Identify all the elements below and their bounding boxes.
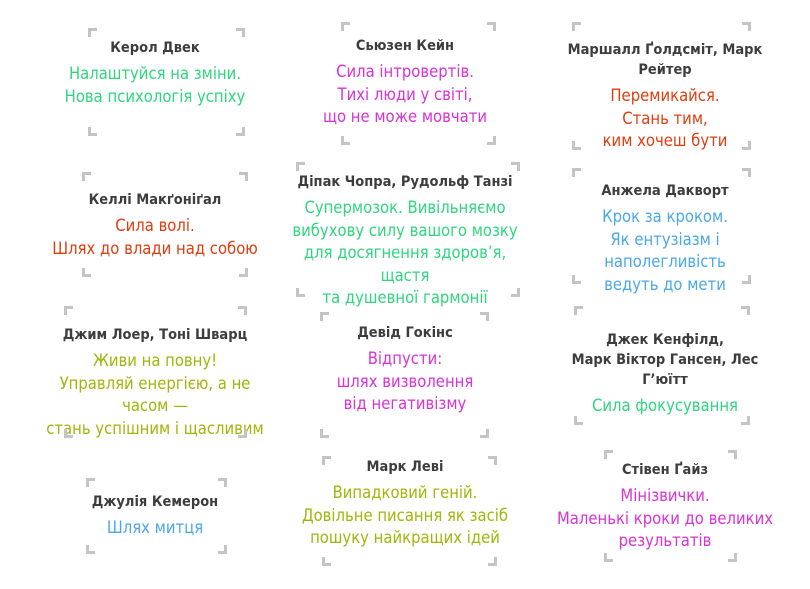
corner-mark	[238, 306, 247, 315]
book-author: Сьюзен Кейн	[355, 38, 455, 54]
corner-mark	[238, 429, 247, 438]
book-title: Сила інтровертів. Тихі люди у світі, що не може мовчати	[322, 62, 488, 126]
book-author: Діпак Чопра, Рудольф Танзі	[297, 174, 513, 190]
corner-mark	[64, 429, 73, 438]
book-card	[40, 325, 270, 440]
book-card	[550, 40, 780, 153]
book-author: Келлі Макґоніґал	[88, 192, 222, 208]
corner-mark	[572, 22, 581, 31]
book-card	[290, 36, 520, 129]
corner-mark	[320, 429, 329, 438]
corner-mark	[88, 28, 97, 37]
corner-mark	[742, 141, 751, 150]
corner-mark	[82, 172, 91, 181]
book-title: Крок за кроком. Як ентузіазм і наполегливість ведуть до мети	[602, 207, 728, 294]
book-author: Джулія Кемерон	[91, 494, 219, 510]
corner-mark	[239, 172, 248, 181]
corner-mark	[236, 28, 245, 37]
corner-mark	[741, 416, 750, 425]
book-title: Шлях митця	[106, 518, 204, 537]
corner-mark	[511, 288, 520, 297]
corner-mark	[742, 168, 751, 177]
corner-mark	[480, 312, 489, 321]
book-card	[290, 323, 520, 416]
corner-mark	[511, 162, 520, 171]
corner-mark	[320, 312, 329, 321]
book-author: Керол Двек	[110, 40, 200, 56]
book-title: Сила волі. Шлях до влади над собою	[52, 216, 258, 258]
book-author: Джим Лоер, Тоні Шварц	[62, 327, 248, 343]
corner-mark	[487, 136, 496, 145]
book-card	[290, 172, 520, 310]
book-title: Перемикайся. Стань тим, ким хочеш бути	[602, 86, 728, 150]
book-card	[40, 492, 270, 540]
corner-mark	[296, 288, 305, 297]
corner-mark	[741, 306, 750, 315]
corner-mark	[488, 557, 497, 566]
book-title: Супермозок. Вивільняємо вибухову силу вашого мозку для досягнення здоров’я, щастя та душевної гармонії	[292, 198, 518, 307]
book-author: Марк Леві	[366, 459, 444, 475]
book-author: Стівен Ґайз	[621, 462, 709, 478]
corner-mark	[742, 22, 751, 31]
corner-mark	[86, 545, 95, 554]
book-title: Випадковий геній. Довільне писання як засіб пошуку найкращих ідей	[301, 483, 509, 547]
corner-mark	[572, 275, 581, 284]
book-title: Живи на повну! Управляй енергією, а не часом — стань успішним і щасливим	[46, 351, 264, 438]
corner-mark	[218, 478, 227, 487]
corner-mark	[82, 268, 91, 277]
corner-mark	[574, 416, 583, 425]
book-title: Сила фокусування	[592, 396, 738, 415]
corner-mark	[604, 553, 613, 562]
book-title: Відпусти: шлях визволення від негативізму	[336, 349, 474, 413]
corner-mark	[488, 456, 497, 465]
book-card	[550, 460, 780, 553]
book-author: Джек Кенфілд, Марк Віктор Гансен, Лес Г’юїтт	[571, 332, 759, 388]
corner-mark	[480, 429, 489, 438]
book-author: Анжела Дакворт	[601, 183, 729, 199]
book-card	[290, 457, 520, 550]
corner-mark	[341, 22, 350, 31]
corner-mark	[239, 268, 248, 277]
book-author: Девід Гокінс	[357, 325, 453, 341]
book-title: Налаштуйся на зміни. Нова психологія успіху	[64, 64, 246, 106]
corner-mark	[728, 553, 737, 562]
corner-mark	[218, 545, 227, 554]
corner-mark	[86, 478, 95, 487]
corner-mark	[574, 306, 583, 315]
corner-mark	[322, 456, 331, 465]
corner-mark	[604, 450, 613, 459]
book-card	[40, 190, 270, 260]
corner-mark	[728, 450, 737, 459]
book-card	[550, 330, 780, 418]
book-author: Маршалл Ґолдсміт, Марк Рейтер	[567, 42, 763, 78]
corner-mark	[572, 141, 581, 150]
corner-mark	[742, 275, 751, 284]
corner-mark	[341, 136, 350, 145]
corner-mark	[296, 162, 305, 171]
corner-mark	[88, 127, 97, 136]
corner-mark	[64, 306, 73, 315]
book-card	[40, 38, 270, 108]
corner-mark	[572, 168, 581, 177]
book-title: Мінізвички. Маленькі кроки до великих результатів	[556, 486, 774, 550]
corner-mark	[236, 127, 245, 136]
corner-mark	[487, 22, 496, 31]
corner-mark	[322, 557, 331, 566]
